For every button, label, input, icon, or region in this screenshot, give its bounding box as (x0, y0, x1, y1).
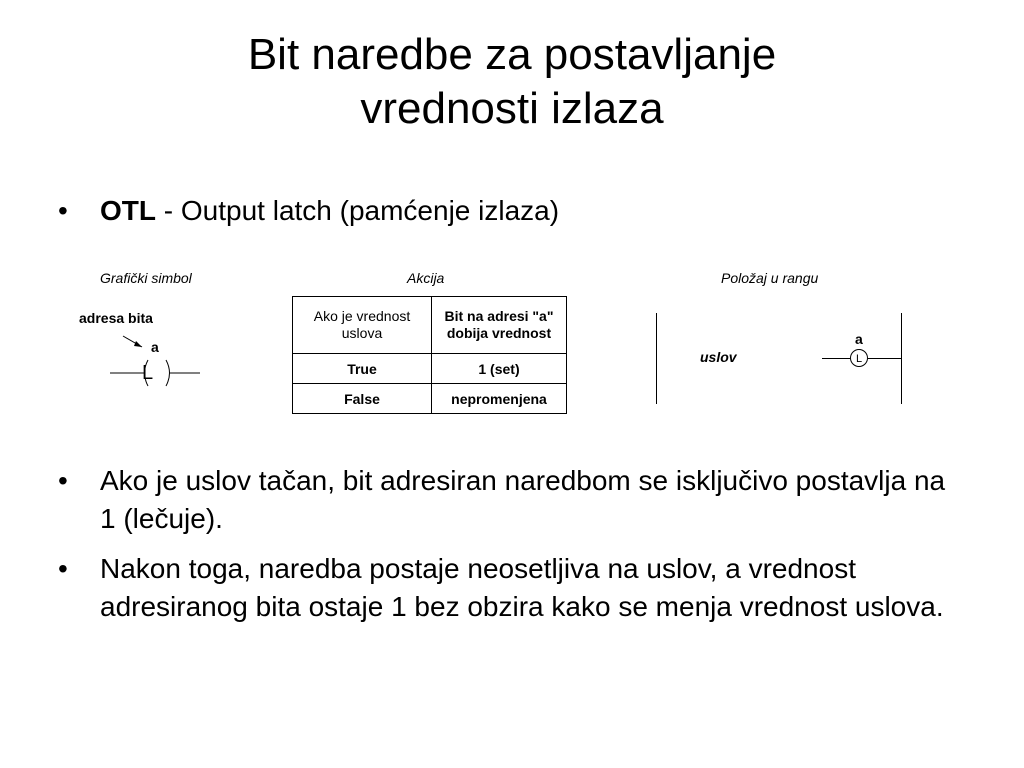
bullet-dot: • (58, 195, 68, 226)
rung-coil (850, 349, 868, 367)
bullet-dot: • (58, 465, 68, 496)
caption-symbol: Grafički simbol (100, 270, 192, 286)
bullet-otl (58, 192, 960, 230)
caption-rung: Položaj u rangu (721, 270, 819, 286)
bullet-text: Nakon toga, naredba postaje neosetljiva na uslov, a vrednost adresiranog bita ostaje 1 bez obzira kako se menja vrednost uslova. (100, 553, 944, 622)
table-cell: 1 (set) (432, 354, 567, 384)
action-table (292, 296, 567, 414)
table-header-condition: Ako je vrednost uslova (293, 297, 432, 354)
bullet-dot: • (58, 553, 68, 584)
table-row (293, 354, 567, 384)
caption-action: Akcija (407, 270, 445, 286)
table-row (293, 384, 567, 414)
coil-symbol-graphic (100, 330, 210, 400)
rung-condition-label: uslov (700, 349, 737, 365)
table-cell: nepromenjena (432, 384, 567, 414)
left-power-rail (656, 313, 657, 404)
bullet-insensitive (58, 550, 960, 626)
slide-title: Bit naredbe za postavljanje vrednosti izlaza (247, 30, 777, 133)
table-header-value: Bit na adresi "a" dobija vrednost (432, 297, 567, 354)
rung-coil-letter: L (855, 353, 863, 365)
rung-wire-left (822, 358, 850, 359)
address-label: adresa bita (79, 310, 153, 326)
bullet-otl-keyword: OTL (100, 195, 156, 226)
bullet-condition-true (58, 462, 960, 538)
table-cell: False (293, 384, 432, 414)
rung-bit-label: a (855, 331, 863, 347)
rung-wire-right (868, 358, 901, 359)
right-power-rail (901, 313, 902, 404)
bullet-text: Ako je uslov tačan, bit adresiran naredbom se isključivo postavlja na 1 (lečuje). (100, 465, 946, 534)
coil-letter: L (142, 362, 154, 384)
bullet-otl-text: - Output latch (pamćenje izlaza) (156, 195, 560, 226)
symbol-bit-label: a (151, 339, 159, 355)
table-cell: True (293, 354, 432, 384)
